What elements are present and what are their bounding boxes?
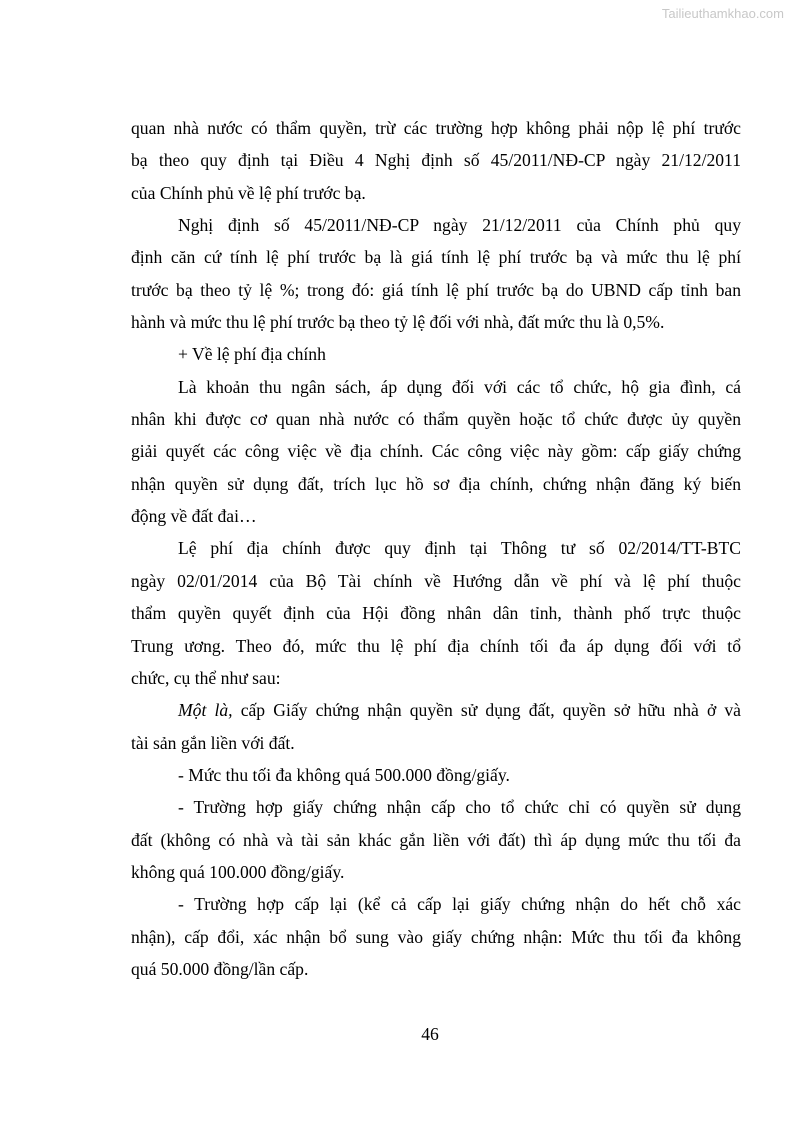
text-segment: bạ theo quy định tại Điều 4 Nghị định số 45/2011/NĐ-CP ngày 21/12/2011 (131, 150, 741, 171)
paragraph (131, 371, 741, 533)
text-line (131, 921, 741, 953)
paragraph (131, 112, 741, 209)
text-line (131, 565, 741, 597)
paragraph (131, 338, 741, 370)
text-segment: cấp Giấy chứng nhận quyền sử dụng đất, quyền sở hữu nhà ở và (232, 700, 741, 721)
paragraph (131, 209, 741, 338)
document-body (131, 112, 741, 985)
page-number: 46 (421, 1024, 439, 1044)
text-line (131, 306, 741, 338)
text-segment: không quá 100.000 đồng/giấy. (131, 861, 345, 882)
text-line (131, 532, 741, 564)
text-line (131, 144, 741, 176)
text-segment: quan nhà nước có thẩm quyền, trừ các trường hợp không phải nộp lệ phí trước (131, 118, 741, 138)
text-line (131, 112, 741, 144)
text-segment: nhân khi được cơ quan nhà nước có thẩm quyền hoặc tổ chức được ủy quyền (131, 409, 741, 430)
text-segment: quá 50.000 đồng/lần cấp. (131, 958, 309, 979)
text-segment: - Trường hợp cấp lại (kể cả cấp lại giấy chứng nhận do hết chỗ xác (178, 894, 741, 915)
text-segment: Nghị định số 45/2011/NĐ-CP ngày 21/12/2011 của Chính phủ quy (178, 215, 741, 236)
text-line (131, 856, 741, 888)
text-line (131, 468, 741, 500)
paragraph (131, 694, 741, 759)
text-line (131, 209, 741, 241)
text-segment: đất (không có nhà và tài sản khác gắn liền với đất) thì áp dụng mức thu tối đa (131, 829, 741, 850)
text-line (131, 824, 741, 856)
text-line (131, 435, 741, 467)
text-line (131, 597, 741, 629)
text-line (131, 274, 741, 306)
watermark: Tailieuthamkhao.com (661, 6, 784, 21)
text-line (131, 662, 741, 694)
text-segment: - Mức thu tối đa không quá 500.000 đồng/giấy. (178, 764, 510, 785)
text-line (131, 888, 741, 920)
text-segment: của Chính phủ về lệ phí trước bạ. (131, 182, 366, 203)
paragraph (131, 888, 741, 985)
text-line (131, 759, 741, 791)
paragraph (131, 759, 741, 791)
text-line (131, 241, 741, 273)
text-line (131, 953, 741, 985)
text-line (131, 694, 741, 726)
text-line (131, 371, 741, 403)
text-segment: trước bạ theo tỷ lệ %; trong đó: giá tính lệ phí trước bạ do UBND cấp tỉnh ban (131, 279, 741, 300)
text-line (131, 338, 741, 370)
text-segment: tài sản gắn liền với đất. (131, 732, 295, 753)
text-segment: động về đất đai… (131, 506, 257, 527)
text-line (131, 727, 741, 759)
text-segment: + Về lệ phí địa chính (178, 344, 326, 365)
text-segment: nhận), cấp đổi, xác nhận bổ sung vào giấy chứng nhận: Mức thu tối đa không (131, 926, 741, 947)
italic-text: Một là, (178, 700, 233, 721)
paragraph (131, 791, 741, 888)
text-segment: chức, cụ thể như sau: (131, 667, 281, 688)
paragraph (131, 532, 741, 694)
text-line (131, 177, 741, 209)
text-line (131, 791, 741, 823)
text-line (131, 500, 741, 532)
text-segment: giải quyết các công việc về địa chính. Các công việc này gồm: cấp giấy chứng (131, 441, 741, 462)
text-segment: hành và mức thu lệ phí trước bạ theo tỷ lệ đối với nhà, đất mức thu là 0,5%. (131, 312, 665, 333)
text-segment: định căn cứ tính lệ phí trước bạ là giá tính lệ phí trước bạ và mức thu lệ phí (131, 247, 741, 268)
text-line (131, 403, 741, 435)
text-segment: - Trường hợp giấy chứng nhận cấp cho tổ chức chỉ có quyền sử dụng (178, 797, 741, 818)
text-segment: Là khoản thu ngân sách, áp dụng đối với các tổ chức, hộ gia đình, cá (178, 376, 741, 397)
text-segment: Trung ương. Theo đó, mức thu lệ phí địa chính tối đa áp dụng đối với tổ (131, 635, 741, 656)
text-segment: Lệ phí địa chính được quy định tại Thông tư số 02/2014/TT-BTC (178, 538, 741, 559)
text-segment: thẩm quyền quyết định của Hội đồng nhân dân tỉnh, thành phố trực thuộc (131, 603, 741, 624)
text-line (131, 630, 741, 662)
text-segment: ngày 02/01/2014 của Bộ Tài chính về Hướng dẫn về phí và lệ phí thuộc (131, 570, 741, 591)
text-segment: nhận quyền sử dụng đất, trích lục hồ sơ địa chính, chứng nhận đăng ký biến (131, 473, 741, 494)
